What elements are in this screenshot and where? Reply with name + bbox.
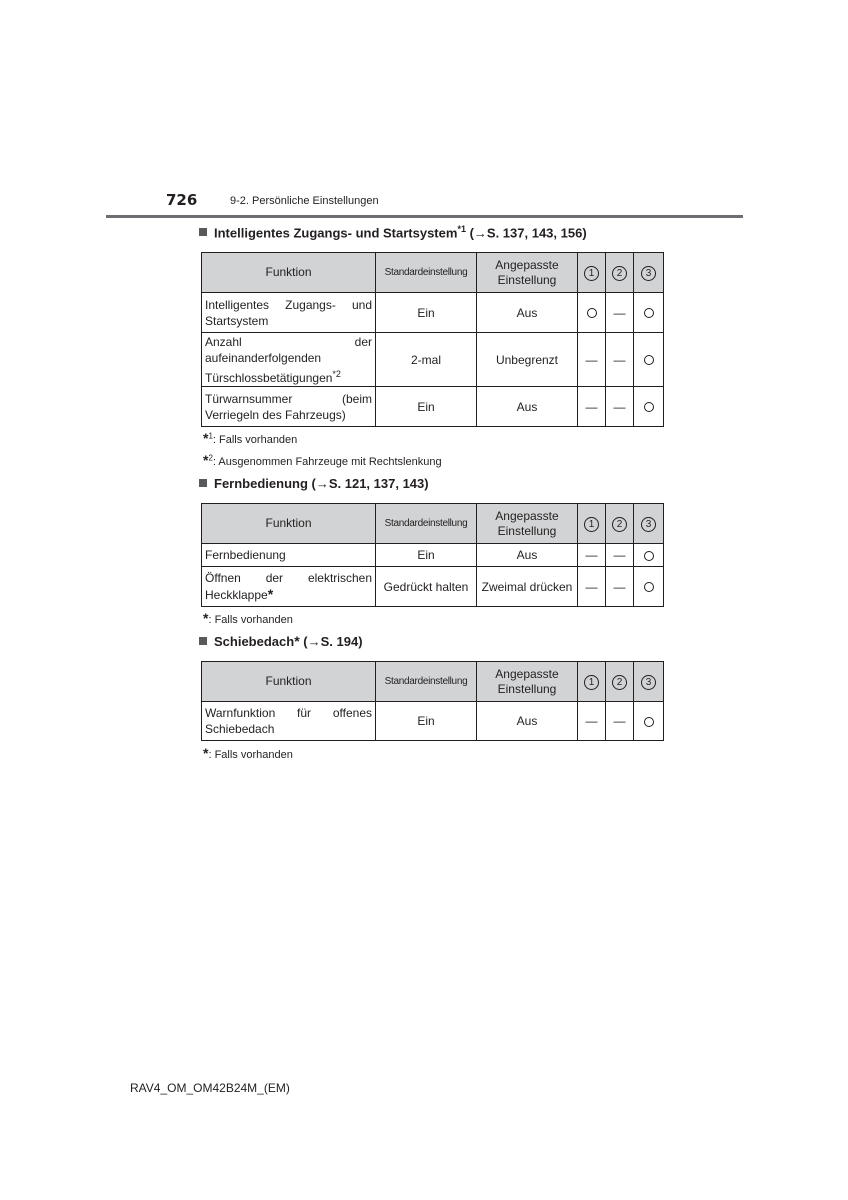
footnote [203,610,293,626]
footnote-mark: * [267,586,274,602]
cell-mode3 [634,702,664,741]
footnote-text: : Falls vorhanden [208,614,293,626]
cell-function [202,567,376,607]
cell-default: 2-mal [376,333,477,387]
cell-mode2: — [606,702,634,741]
footnote [203,745,293,761]
footnote [203,430,297,446]
footnote-star: * [203,745,209,761]
settings-table-sunroof [201,661,664,741]
column-header-function: Funktion [202,662,376,702]
cell-mode1 [578,293,606,333]
heading-reference: S. 137, 143, 156 [486,225,583,241]
circled-1-icon: 1 [584,517,599,532]
footnote-star: * [203,452,209,468]
footnote-text: : Ausgenommen Fahrzeuge mit Rechtslenkung [212,456,442,468]
cell-function: Fernbedienung [202,544,376,567]
footnote-star: * [203,610,209,626]
circled-3-icon: 3 [641,675,656,690]
header-rule [106,215,743,218]
footnote-text: : Falls vorhanden [212,434,298,446]
cell-mode3 [634,293,664,333]
footnote-mark: *2 [332,368,341,379]
circle-mark-icon [644,355,654,365]
circled-2-icon: 2 [612,266,627,281]
cell-custom: Zweimal drücken [477,567,578,607]
settings-table-remote-control [201,503,664,607]
footnote-star: * [203,430,209,446]
cell-function-text: Anzahl der aufeinanderfolgenden Türschlossbetätigungen [205,334,372,385]
column-header-mode1 [578,662,606,702]
cell-custom: Aus [477,387,578,427]
column-header-default: Standardeinstellung [376,662,477,702]
circle-mark-icon [644,308,654,318]
cell-mode2: — [606,293,634,333]
cell-custom: Aus [477,293,578,333]
cell-mode3 [634,387,664,427]
table-row [202,702,664,741]
footnote [203,452,442,468]
circled-3-icon: 3 [641,517,656,532]
cell-function [202,333,376,387]
table-row [202,567,664,607]
cell-mode3 [634,567,664,607]
table-row [202,333,664,387]
cell-mode1: — [578,387,606,427]
footnote-text: : Falls vorhanden [208,749,293,761]
circle-mark-icon [644,551,654,561]
circled-2-icon: 2 [612,675,627,690]
circled-1-icon: 1 [584,675,599,690]
circled-1-icon: 1 [584,266,599,281]
circled-3-icon: 3 [641,266,656,281]
table-row [202,387,664,427]
settings-table-smart-entry [201,252,664,427]
section-title: 9-2. Persönliche Einstellungen [230,195,379,207]
cell-mode3 [634,333,664,387]
cell-mode1: — [578,567,606,607]
cell-mode1: — [578,702,606,741]
column-header-custom: Angepasste Einstellung [477,662,578,702]
footnote-number: 1 [208,431,213,441]
cell-mode1: — [578,544,606,567]
cell-function: Türwarnsummer (beim Verriegeln des Fahrzeugs) [202,387,376,427]
arrow-icon: → [473,225,487,241]
column-header-mode3 [634,504,664,544]
column-header-mode3 [634,253,664,293]
heading-sunroof: Schiebedach* (→S. 194) [199,633,363,649]
square-bullet-icon [199,637,207,645]
column-header-mode1 [578,253,606,293]
cell-default: Ein [376,387,477,427]
table-row [202,293,664,333]
square-bullet-icon [199,479,207,487]
heading-title: Schiebedach [214,634,295,649]
cell-mode2: — [606,567,634,607]
cell-mode2: — [606,544,634,567]
heading-footnote-mark: * [294,633,300,649]
cell-custom: Aus [477,544,578,567]
column-header-function: Funktion [202,504,376,544]
cell-function: Warnfunktion für offenes Schiebedach [202,702,376,741]
table-header-row [202,662,664,702]
cell-custom: Unbegrenzt [477,333,578,387]
column-header-mode1 [578,504,606,544]
cell-mode2: — [606,333,634,387]
square-bullet-icon [199,228,207,236]
cell-default: Ein [376,544,477,567]
arrow-icon: → [315,476,329,491]
cell-default: Ein [376,702,477,741]
table-header-row [202,253,664,293]
footnote-number: 2 [208,453,213,463]
column-header-default: Standardeinstellung [376,253,477,293]
column-header-custom: Angepasste Einstellung [477,253,578,293]
column-header-function: Funktion [202,253,376,293]
heading-title: Fernbedienung [214,476,308,491]
heading-remote-control: Fernbedienung (→S. 121, 137, 143) [199,476,429,491]
column-header-default: Standardeinstellung [376,504,477,544]
table-row [202,544,664,567]
heading-title: Intelligentes Zugangs- und Startsystem [214,225,458,241]
circle-mark-icon [644,402,654,412]
heading-footnote-mark: *1 [457,224,466,234]
page-number: 726 [166,191,198,209]
circle-mark-icon [644,582,654,592]
document-code: RAV4_OM_OM42B24M_(EM) [130,1081,290,1095]
heading-reference: S. 121, 137, 143 [328,476,425,491]
heading-smart-entry: Intelligentes Zugangs- und Startsystem$^{*1}$ (→S. 137, 143, 156) [199,224,587,240]
cell-mode1: — [578,333,606,387]
cell-default: Gedrückt halten [376,567,477,607]
circle-mark-icon [644,717,654,727]
table-header-row [202,504,664,544]
circle-mark-icon [587,308,597,318]
column-header-mode2 [606,662,634,702]
column-header-custom: Angepasste Einstellung [477,504,578,544]
column-header-mode3 [634,662,664,702]
cell-mode3 [634,544,664,567]
cell-default: Ein [376,293,477,333]
heading-reference: S. 194 [320,634,359,649]
cell-function-text: Öffnen der elektrischen Heckklappe [205,571,372,602]
cell-function: Intelligentes Zugangs- und Startsystem [202,293,376,333]
cell-custom: Aus [477,702,578,741]
circled-2-icon: 2 [612,517,627,532]
cell-mode2: — [606,387,634,427]
arrow-icon: → [307,634,321,649]
column-header-mode2 [606,253,634,293]
column-header-mode2 [606,504,634,544]
